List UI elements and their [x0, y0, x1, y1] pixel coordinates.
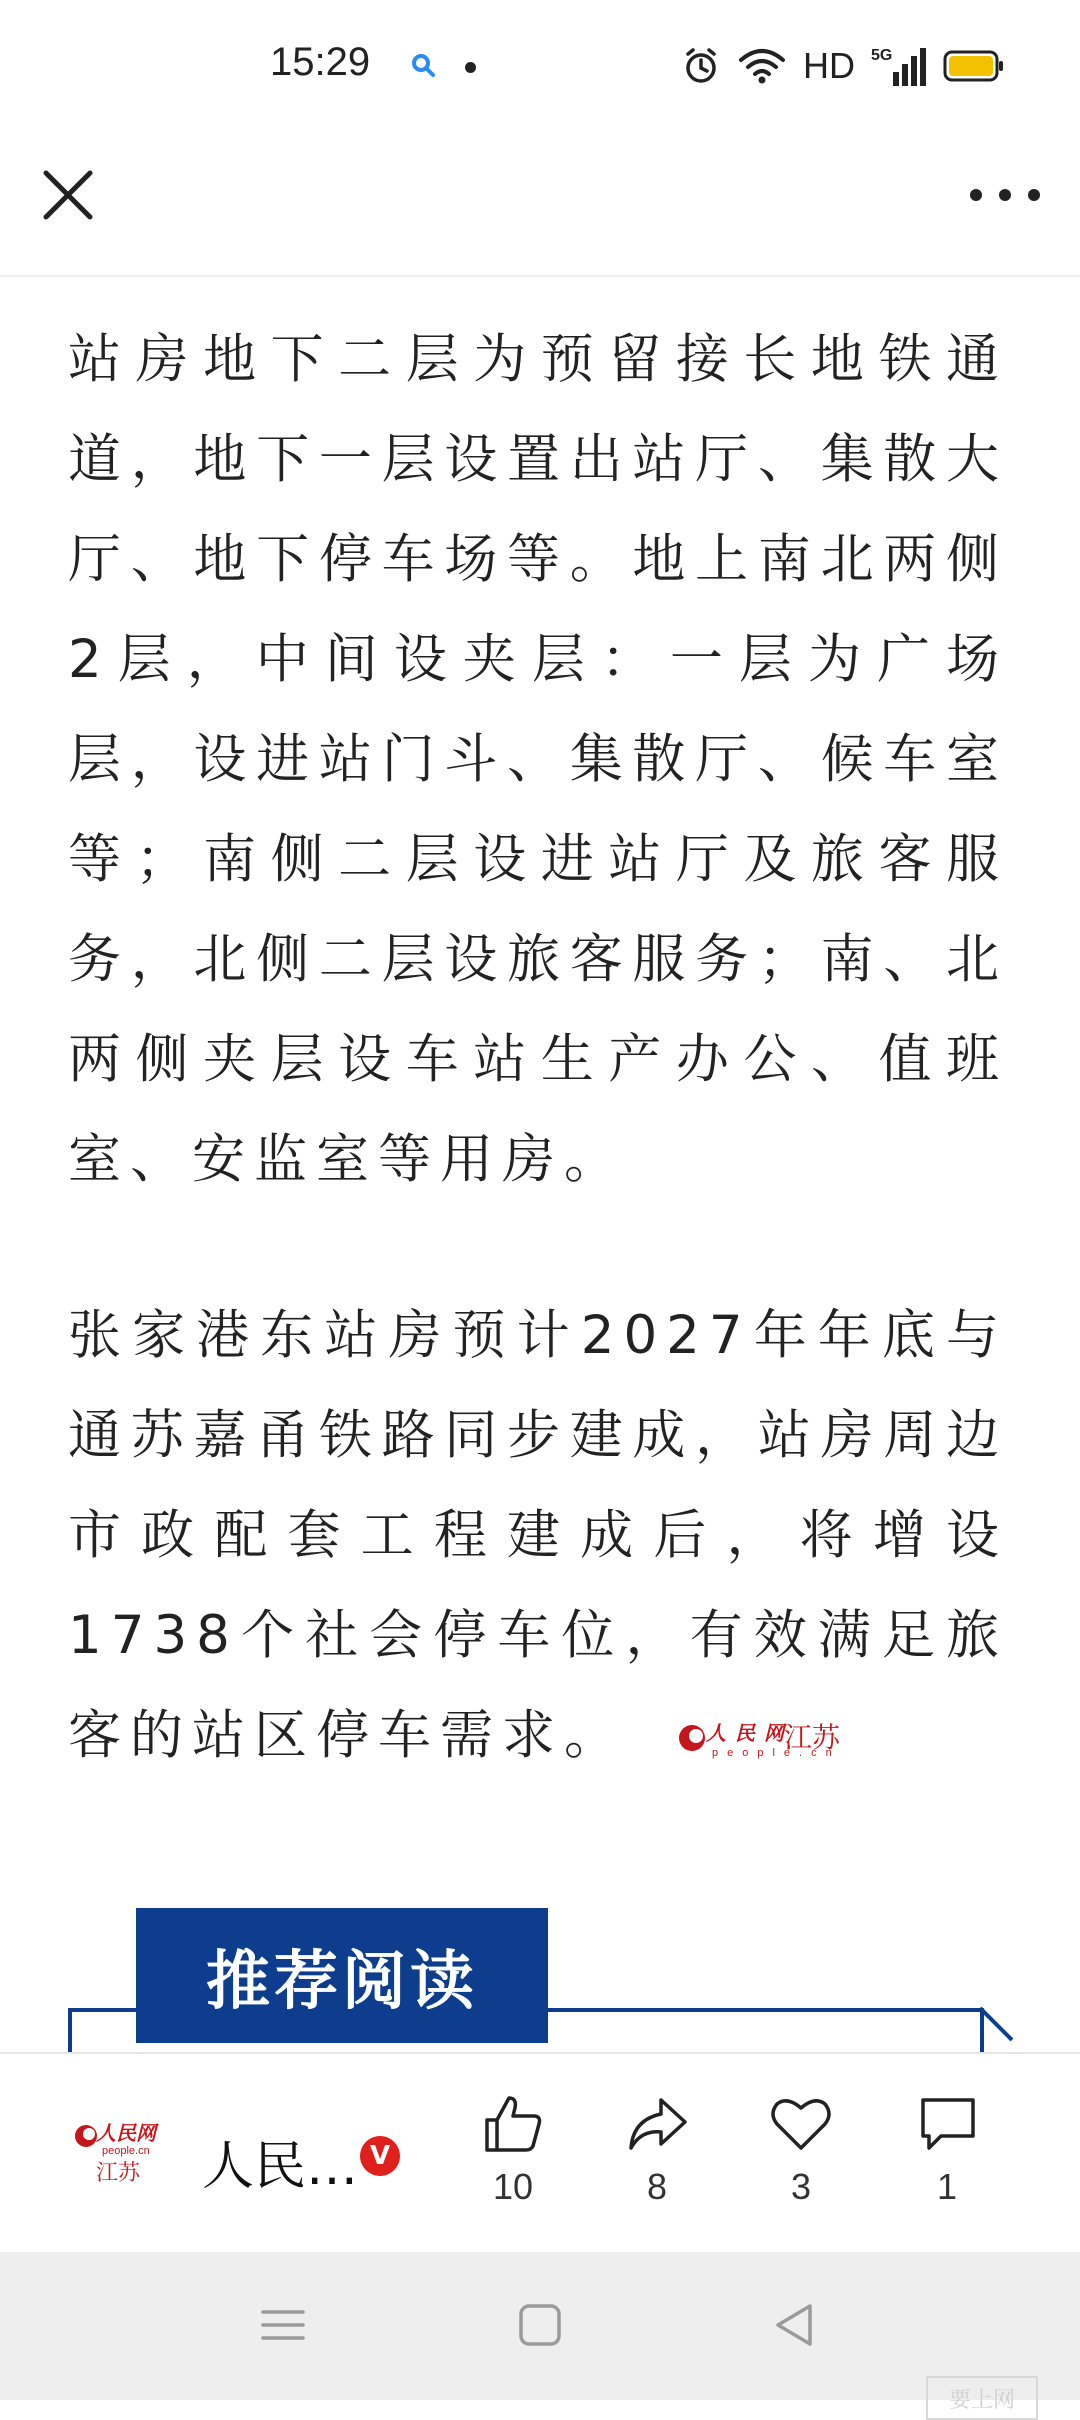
publisher-region: 江苏: [96, 2161, 141, 2186]
source-logo-text: 人民网: [706, 1721, 793, 1746]
thumbs-up-icon: [481, 2092, 545, 2156]
more-dot: [999, 189, 1011, 201]
home-icon[interactable]: [515, 2300, 565, 2350]
status-indicators: [681, 42, 1005, 90]
alarm-icon: [681, 46, 721, 86]
recommended-corner-decoration: [980, 2008, 1014, 2048]
search-icon: [410, 52, 436, 78]
share-button[interactable]: [602, 2092, 712, 2208]
close-icon[interactable]: [38, 165, 98, 225]
favorite-count: 3: [790, 2166, 812, 2207]
action-bar: [0, 2052, 1080, 2254]
heart-icon: [769, 2092, 833, 2156]
more-dot: [1028, 189, 1040, 201]
battery-icon: [943, 49, 1005, 83]
watermark: 要上网: [926, 2376, 1038, 2420]
more-icon[interactable]: [970, 175, 1040, 215]
article-body: [68, 310, 1008, 1788]
wifi-icon: [737, 46, 787, 86]
status-bar: [0, 0, 1080, 135]
article-paragraph-text: 张家港东站房预计2027年年底与通苏嘉甬铁路同步建成，站房周边市政配套工程建成后，将增设1738个社会停车位，有效满足旅客的站区停车需求。: [68, 1305, 1008, 1766]
publisher-name[interactable]: 人民…: [202, 2137, 359, 2197]
signal-label: 5G: [871, 47, 893, 64]
comment-button[interactable]: [892, 2092, 1002, 2208]
article-paragraph: 站房地下二层为预留接长地铁通道，地下一层设置出站厅、集散大厅、地下停车场等。地上南北两侧2层，中间设夹层：一层为广场层，设进站门斗、集散厅、候车室等；南侧二层设进站厅及旅客服务，北侧二层设旅客服务；南、北两侧夹层设车站生产办公、值班室、安监室等用房。: [68, 329, 1008, 1190]
network-type-label: HD: [803, 45, 855, 86]
source-region: 江苏: [784, 1721, 841, 1755]
verified-badge: V: [360, 2136, 400, 2176]
share-icon: [625, 2092, 689, 2156]
favorite-button[interactable]: [746, 2092, 856, 2208]
system-nav-bar: [0, 2252, 1080, 2413]
recommended-title[interactable]: 推荐阅读: [136, 1908, 548, 2043]
status-time: 15:29: [270, 40, 371, 84]
article-paragraph-2: [68, 1286, 1008, 1788]
like-button[interactable]: [458, 2092, 568, 2208]
publisher-logo-sub: people.cn: [102, 2145, 150, 2157]
like-count: 10: [492, 2166, 534, 2207]
more-dot: [970, 189, 982, 201]
back-icon[interactable]: [770, 2300, 820, 2350]
publisher-logo-icon[interactable]: [72, 2114, 172, 2194]
menu-icon[interactable]: [258, 2300, 308, 2350]
notification-dot-icon: [465, 62, 476, 73]
comment-count: 1: [936, 2166, 958, 2207]
recommended-section: [68, 1908, 1018, 2058]
comment-icon: [915, 2092, 979, 2156]
source-logo-sub: people.cn: [712, 1747, 841, 1760]
signal-icon: [871, 44, 927, 88]
top-bar: [0, 135, 1080, 277]
publisher-logo-text: 人民网: [96, 2121, 156, 2145]
source-logo: [676, 1688, 840, 1788]
share-count: 8: [646, 2166, 668, 2207]
